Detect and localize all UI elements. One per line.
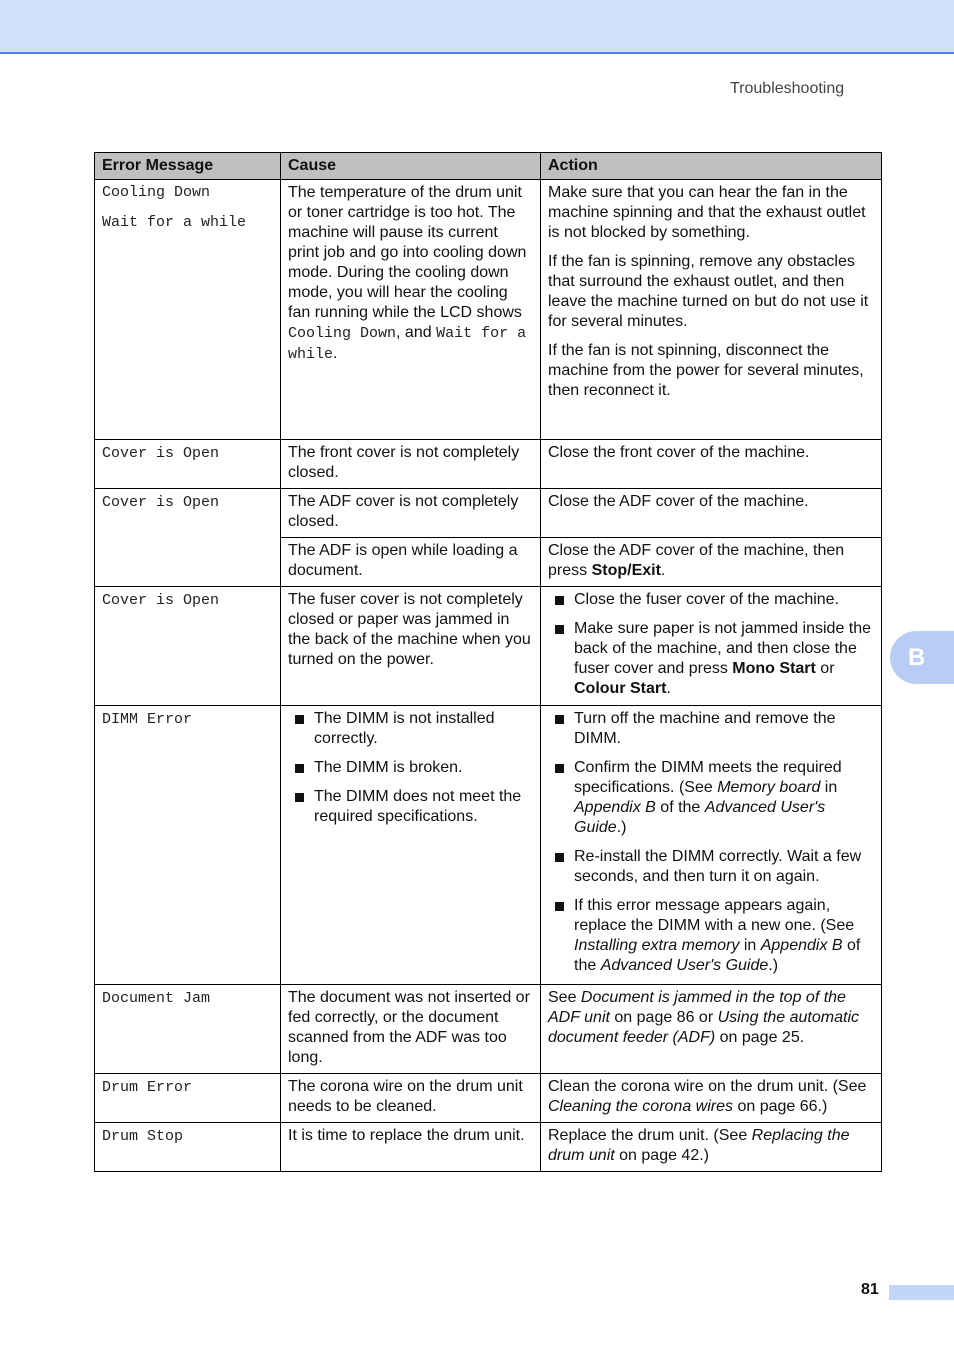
list-item: Confirm the DIMM meets the required specifications. (See Memory board in Appendix B of the Advanced User's Guide.): [548, 758, 874, 838]
key-name: Stop/Exit: [591, 562, 661, 579]
table-row: [95, 489, 882, 538]
list-item: The DIMM is not installed correctly.: [288, 709, 533, 749]
error-message: Cover is Open: [102, 592, 220, 609]
column-header-error-message: Error Message: [95, 153, 281, 180]
table-row: [95, 985, 882, 1074]
list-item: Turn off the machine and remove the DIMM.: [548, 709, 874, 749]
action-text: .: [660, 562, 666, 579]
list-item: Make sure paper is not jammed inside the back of the machine, and then close the fuser cover and press Mono Start or Colour Start.: [548, 619, 874, 699]
error-message-cell: [95, 489, 281, 587]
running-header: Troubleshooting: [730, 80, 845, 97]
error-message: Wait for a while: [102, 214, 247, 231]
cross-reference: Cleaning the corona wires: [548, 1098, 733, 1115]
cause-cell: It is time to replace the drum unit.: [281, 1123, 541, 1172]
error-message: Drum Error: [102, 1079, 193, 1096]
action-text: If the fan is spinning, remove any obstacles that surround the exhaust outlet, and then leave the machine turned on but do not use it for several minutes.: [548, 253, 869, 330]
error-message: Drum Stop: [102, 1128, 184, 1145]
cause-text: .: [333, 345, 338, 362]
footer-band: [889, 1285, 954, 1300]
table-row: [95, 1074, 882, 1123]
cross-reference: Appendix B: [574, 799, 656, 816]
error-message-cell: [95, 706, 281, 985]
action-cell: [541, 706, 882, 985]
cross-reference: Replacing the drum unit: [548, 1127, 850, 1164]
error-message: DIMM Error: [102, 711, 193, 728]
appendix-side-tab: B: [890, 631, 954, 684]
action-text: Make sure that you can hear the fan in the machine spinning and that the exhaust outlet is not blocked by something.: [548, 184, 866, 241]
table-row: [95, 706, 882, 985]
cause-text: , and: [396, 324, 437, 341]
error-message: Cover is Open: [102, 494, 220, 511]
cause-cell: [281, 706, 541, 985]
error-message-cell: [95, 440, 281, 489]
lcd-message: Wait for a while: [288, 325, 527, 363]
cause-cell: The front cover is not completely closed.: [281, 440, 541, 489]
error-message-cell: [95, 985, 281, 1074]
list-item: Re-install the DIMM correctly. Wait a few seconds, and then turn it on again.: [548, 847, 874, 887]
cause-cell: The ADF cover is not completely closed.: [281, 489, 541, 538]
list-item: If this error message appears again, replace the DIMM with a new one. (See Installing extra memory in Appendix B of the Advanced User's Guide.): [548, 896, 874, 976]
action-cell: [541, 180, 882, 440]
lcd-message: Cooling Down: [288, 325, 397, 342]
list-item: The DIMM does not meet the required specifications.: [288, 787, 533, 827]
action-cell: Replace the drum unit. (See Replacing the drum unit on page 42.): [541, 1123, 882, 1172]
cross-reference: Document is jammed in the top of the ADF unit: [548, 989, 846, 1026]
cross-reference: Advanced User's Guide: [600, 957, 769, 974]
table-row: [95, 587, 882, 706]
key-name: Colour Start: [574, 680, 667, 697]
table-row: [95, 180, 882, 440]
table-row: [95, 440, 882, 489]
action-cell: Close the ADF cover of the machine.: [541, 489, 882, 538]
error-message-cell: [95, 1074, 281, 1123]
key-name: Mono Start: [732, 660, 816, 677]
action-cell: Clean the corona wire on the drum unit. (See Cleaning the corona wires on page 66.): [541, 1074, 882, 1123]
list-item: Close the fuser cover of the machine.: [548, 590, 874, 610]
cross-reference: Installing extra memory: [574, 937, 740, 954]
error-message: Cooling Down: [102, 184, 211, 201]
cross-reference: Using the automatic document feeder (ADF): [548, 1009, 859, 1046]
action-text: If the fan is not spinning, disconnect the machine from the power for several minutes, then reconnect it.: [548, 342, 864, 399]
action-cell: [541, 587, 882, 706]
error-message-table: [94, 152, 882, 1172]
cause-cell: The corona wire on the drum unit needs to be cleaned.: [281, 1074, 541, 1123]
action-list: [548, 709, 874, 976]
cross-reference: Appendix B: [760, 937, 843, 954]
action-cell: Close the front cover of the machine.: [541, 440, 882, 489]
cause-cell: The ADF is open while loading a document.: [281, 538, 541, 587]
page-number: 81: [861, 1281, 879, 1298]
cause-cell: [281, 180, 541, 440]
cause-text: The temperature of the drum unit or toner cartridge is too hot. The machine will pause its current print job and go into cooling down mode. During the cooling down mode, you will hear the cooling fan running while the LCD shows: [288, 184, 527, 321]
top-header-band: [0, 0, 954, 54]
action-text: Close the ADF cover of the machine, then press: [548, 542, 845, 579]
error-message: Document Jam: [102, 990, 211, 1007]
cause-list: [288, 709, 533, 827]
cause-cell: The document was not inserted or fed correctly, or the document scanned from the ADF was too long.: [281, 985, 541, 1074]
column-header-cause: Cause: [281, 153, 541, 180]
error-message-cell: [95, 587, 281, 706]
action-cell: See Document is jammed in the top of the ADF unit on page 86 or Using the automatic document feeder (ADF) on page 25.: [541, 985, 882, 1074]
cross-reference: Advanced User's Guide: [574, 799, 826, 836]
action-list: [548, 590, 874, 699]
list-item: The DIMM is broken.: [288, 758, 533, 778]
cause-cell: The fuser cover is not completely closed or paper was jammed in the back of the machine when you turned on the power.: [281, 587, 541, 706]
table-header-row: [95, 153, 882, 180]
error-message-cell: [95, 1123, 281, 1172]
error-message-cell: [95, 180, 281, 440]
error-message: Cover is Open: [102, 445, 220, 462]
action-cell: [541, 538, 882, 587]
column-header-action: Action: [541, 153, 882, 180]
table-row: [95, 1123, 882, 1172]
cross-reference: Memory board: [717, 779, 821, 796]
